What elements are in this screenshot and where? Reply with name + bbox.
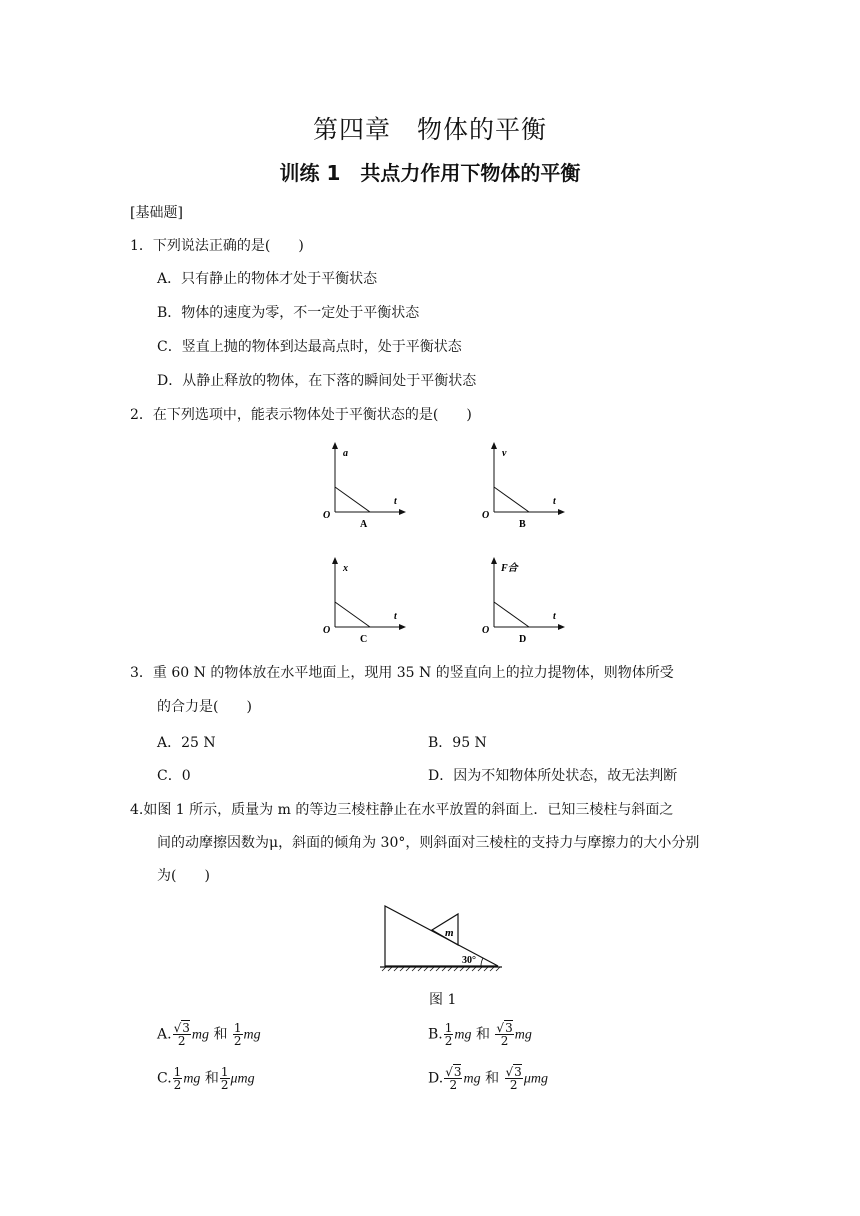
mg-term: mg <box>243 1027 261 1043</box>
graph-d-origin: O <box>482 625 490 636</box>
graph-d <box>477 555 569 650</box>
chapter-title: 第四章 物体的平衡 <box>312 115 547 144</box>
angle-arc <box>481 958 483 966</box>
q4-option-d <box>428 1066 548 1091</box>
graph-d-y-arrow-icon <box>491 557 497 564</box>
graph-d-x-arrow-icon <box>558 624 565 630</box>
mg-term: mg <box>191 1027 209 1043</box>
frac-1-over-2: $\frac{1}{2}$ <box>444 1021 453 1048</box>
umg-term: μmg <box>230 1071 255 1087</box>
and-word: 和 <box>213 1026 228 1043</box>
q4-option-c <box>157 1066 255 1091</box>
figure-1-caption: 图 1 <box>429 992 457 1008</box>
graph-d-xlabel: t <box>553 611 556 622</box>
q3-option-b: B．95 N <box>428 735 487 751</box>
graph-b-line <box>494 487 529 512</box>
graph-b <box>477 440 569 535</box>
graph-a-xlabel: t <box>394 496 397 507</box>
q4-option-b <box>428 1022 532 1047</box>
and-word: 和 <box>204 1070 219 1087</box>
graph-b-x-arrow-icon <box>558 509 565 515</box>
q3-option-c: C．0 <box>157 768 191 784</box>
frac-1-over-2: $\frac{1}{2}$ <box>173 1065 182 1092</box>
frac-1-over-2: $\frac{1}{2}$ <box>233 1021 242 1048</box>
q3-stem-line2: 的合力是( ) <box>157 699 252 715</box>
graph-c-ylabel: x <box>343 563 348 574</box>
umg-term: μmg <box>523 1071 548 1087</box>
q3-option-d: D．因为不知物体所处状态，故无法判断 <box>428 768 678 784</box>
figure-1-incline <box>378 900 506 975</box>
frac-sqrt3-over-2: $\frac{√3}{2}$ <box>505 1065 522 1092</box>
and-word: 和 <box>485 1070 500 1087</box>
graph-c-xlabel: t <box>394 611 397 622</box>
figure-angle-label: 30° <box>462 955 476 966</box>
frac-sqrt3-over-2: $\frac{√3}{2}$ <box>445 1065 462 1092</box>
graph-a-y-arrow-icon <box>332 442 338 449</box>
q3-stem-line1: 3．重 60 N 的物体放在水平地面上，现用 35 N 的竖直向上的拉力提物体，则物体所受 <box>130 665 674 681</box>
graph-b-ylabel: v <box>502 448 507 459</box>
graph-c-x-arrow-icon <box>399 624 406 630</box>
graph-a-ylabel: a <box>343 448 348 459</box>
q1-option-d: D．从静止释放的物体，在下落的瞬间处于平衡状态 <box>157 373 477 389</box>
q4-stem-line3: 为( ) <box>157 868 210 884</box>
q4-stem-line2: 间的动摩擦因数为μ，斜面的倾角为 30°，则斜面对三棱柱的支持力与摩擦力的大小分别 <box>157 835 700 851</box>
graph-c-origin: O <box>323 625 331 636</box>
graph-b-xlabel: t <box>553 496 556 507</box>
q3-option-a: A．25 N <box>157 735 216 751</box>
q1-stem: 1．下列说法正确的是( ) <box>130 238 304 254</box>
section-title: 训练 1 共点力作用下物体的平衡 <box>279 161 581 185</box>
graph-c-line <box>335 602 370 627</box>
graph-d-caption: D <box>519 634 527 645</box>
mg-term: mg <box>463 1071 481 1087</box>
graph-a-x-arrow-icon <box>399 509 406 515</box>
q1-option-a: A．只有静止的物体才处于平衡状态 <box>157 271 378 287</box>
frac-sqrt3-over-2: $\frac{√3}{2}$ <box>496 1021 513 1048</box>
graph-c-caption: C <box>360 634 368 645</box>
q4-option-b-letter: B. <box>428 1026 443 1043</box>
q4-option-a <box>157 1022 261 1047</box>
frac-sqrt3-over-2: $\frac{√3}{2}$ <box>173 1021 190 1048</box>
q4-option-a-letter: A. <box>157 1026 172 1043</box>
mg-term: mg <box>183 1071 201 1087</box>
graph-a-line <box>335 487 370 512</box>
figure-mass-label: m <box>445 927 454 939</box>
graph-d-ylabel: F合 <box>501 563 518 574</box>
mg-term: mg <box>454 1027 472 1043</box>
graph-a <box>318 440 410 535</box>
q4-stem-line1: 4.如图 1 所示，质量为 m 的等边三棱柱静止在水平放置的斜面上．已知三棱柱与斜面之 <box>130 802 674 818</box>
graph-b-caption: B <box>519 519 526 530</box>
graph-a-origin: O <box>323 510 331 521</box>
frac-1-over-2: $\frac{1}{2}$ <box>220 1065 229 1092</box>
graph-b-y-arrow-icon <box>491 442 497 449</box>
graph-c <box>318 555 410 650</box>
graph-b-origin: O <box>482 510 490 521</box>
section-tag: [基础题] <box>130 205 183 221</box>
q4-option-d-letter: D. <box>428 1070 444 1087</box>
q4-option-c-letter: C. <box>157 1070 172 1087</box>
graph-a-caption: A <box>360 519 368 530</box>
graph-d-line <box>494 602 529 627</box>
and-word: 和 <box>475 1026 490 1043</box>
graph-c-y-arrow-icon <box>332 557 338 564</box>
q2-stem: 2．在下列选项中，能表示物体处于平衡状态的是( ) <box>130 407 472 423</box>
q1-option-c: C．竖直上抛的物体到达最高点时，处于平衡状态 <box>157 339 462 355</box>
mg-term: mg <box>514 1027 532 1043</box>
q1-option-b: B．物体的速度为零，不一定处于平衡状态 <box>157 305 420 321</box>
